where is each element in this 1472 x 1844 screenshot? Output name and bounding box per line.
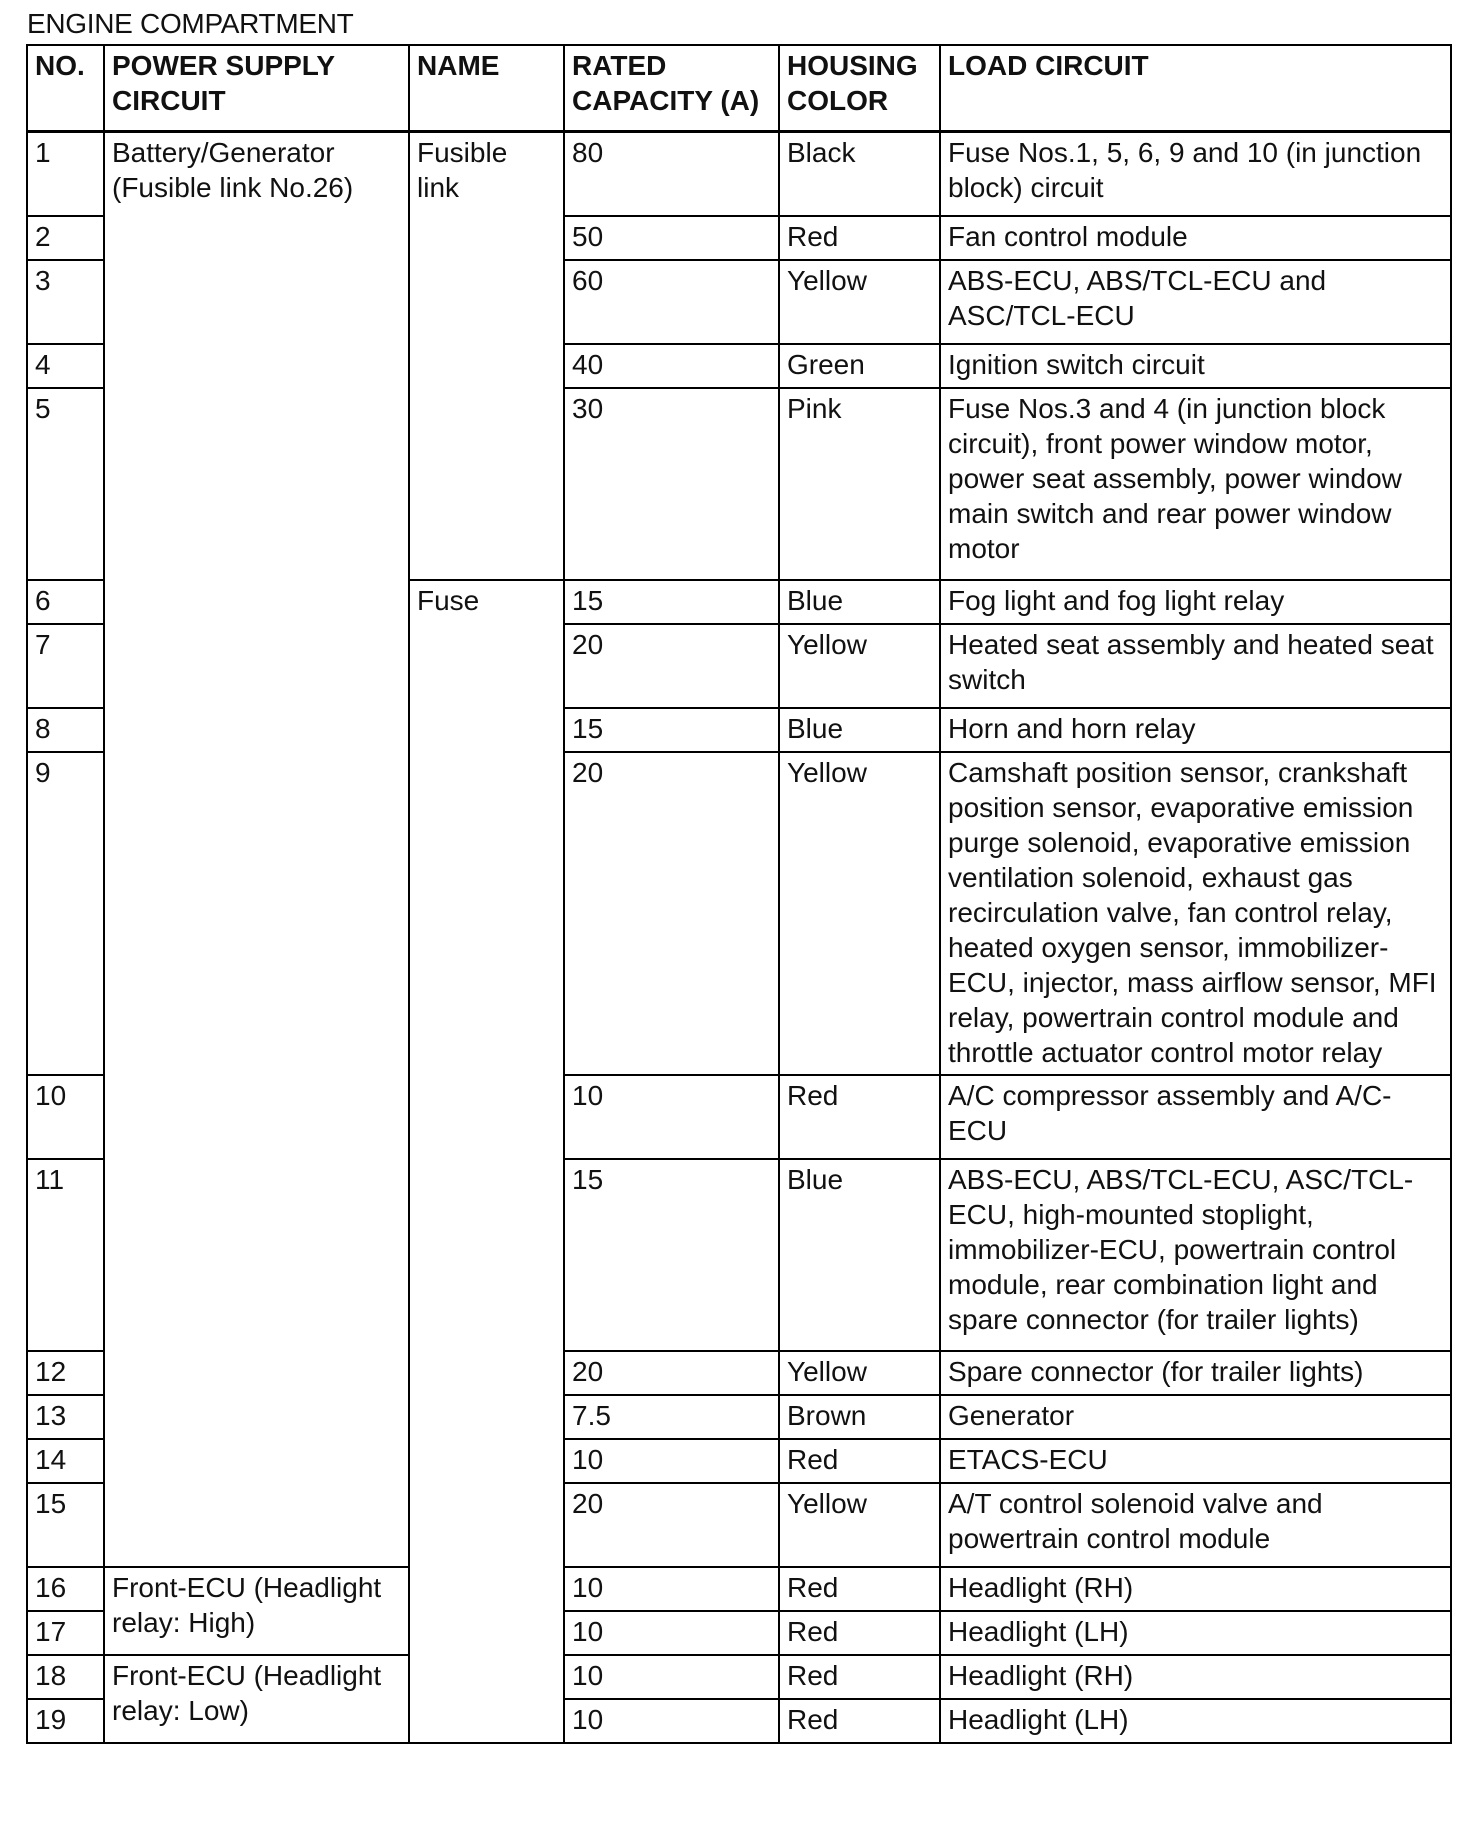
cell-load: Headlight (LH) xyxy=(940,1699,1451,1743)
cell-load: Horn and horn relay xyxy=(940,708,1451,752)
header-name: NAME xyxy=(409,45,564,132)
cell-capacity: 7.5 xyxy=(564,1395,779,1439)
cell-load: ABS-ECU, ABS/TCL-ECU, ASC/TCL-ECU, high-mounted stoplight, immobilizer-ECU, powertrain control module, rear combination light and spare connector (for trailer lights) xyxy=(940,1159,1451,1351)
cell-color: Yellow xyxy=(779,260,940,344)
cell-load: Camshaft position sensor, crankshaft position sensor, evaporative emission purge solenoid, evaporative emission ventilation solenoid, exhaust gas recirculation valve, fan control relay, heated oxygen sensor, immobilizer-ECU, injector, mass airflow sensor, MFI relay, powertrain control module and throttle actuator control motor relay xyxy=(940,752,1451,1075)
cell-no: 8 xyxy=(27,708,104,752)
cell-load: Fog light and fog light relay xyxy=(940,580,1451,624)
cell-color: Black xyxy=(779,132,940,217)
cell-load: Fuse Nos.1, 5, 6, 9 and 10 (in junction block) circuit xyxy=(940,132,1451,217)
cell-load: A/T control solenoid valve and powertrain control module xyxy=(940,1483,1451,1567)
cell-color: Red xyxy=(779,1567,940,1611)
cell-load: Heated seat assembly and heated seat switch xyxy=(940,624,1451,708)
cell-color: Blue xyxy=(779,1159,940,1351)
cell-no: 18 xyxy=(27,1655,104,1699)
cell-color: Green xyxy=(779,344,940,388)
cell-color: Yellow xyxy=(779,1483,940,1567)
cell-color: Blue xyxy=(779,708,940,752)
cell-no: 17 xyxy=(27,1611,104,1655)
cell-capacity: 10 xyxy=(564,1075,779,1159)
cell-no: 6 xyxy=(27,580,104,624)
cell-no: 1 xyxy=(27,132,104,217)
cell-no: 2 xyxy=(27,216,104,260)
cell-name: Fuse xyxy=(409,580,564,1743)
cell-name: Fusible link xyxy=(409,132,564,581)
cell-power-supply: Front-ECU (Headlight relay: Low) xyxy=(104,1655,409,1743)
table-header-row xyxy=(27,45,1451,132)
cell-load: Fuse Nos.3 and 4 (in junction block circuit), front power window motor, power seat assembly, power window main switch and rear power window motor xyxy=(940,388,1451,580)
cell-load: ETACS-ECU xyxy=(940,1439,1451,1483)
cell-load: Generator xyxy=(940,1395,1451,1439)
cell-no: 13 xyxy=(27,1395,104,1439)
cell-no: 11 xyxy=(27,1159,104,1351)
cell-color: Red xyxy=(779,1439,940,1483)
cell-capacity: 10 xyxy=(564,1655,779,1699)
cell-color: Red xyxy=(779,1699,940,1743)
cell-color: Pink xyxy=(779,388,940,580)
cell-capacity: 50 xyxy=(564,216,779,260)
cell-load: Headlight (RH) xyxy=(940,1567,1451,1611)
cell-capacity: 20 xyxy=(564,752,779,1075)
cell-no: 19 xyxy=(27,1699,104,1743)
cell-no: 12 xyxy=(27,1351,104,1395)
cell-color: Red xyxy=(779,1075,940,1159)
cell-capacity: 15 xyxy=(564,708,779,752)
cell-no: 7 xyxy=(27,624,104,708)
cell-load: ABS-ECU, ABS/TCL-ECU and ASC/TCL-ECU xyxy=(940,260,1451,344)
cell-capacity: 10 xyxy=(564,1567,779,1611)
cell-color: Blue xyxy=(779,580,940,624)
cell-color: Red xyxy=(779,1611,940,1655)
cell-color: Brown xyxy=(779,1395,940,1439)
cell-no: 10 xyxy=(27,1075,104,1159)
table-row xyxy=(27,1567,1451,1611)
cell-capacity: 20 xyxy=(564,624,779,708)
cell-power-supply: Front-ECU (Headlight relay: High) xyxy=(104,1567,409,1655)
cell-capacity: 60 xyxy=(564,260,779,344)
header-rated-capacity: RATED CAPACITY (A) xyxy=(564,45,779,132)
cell-no: 4 xyxy=(27,344,104,388)
cell-capacity: 15 xyxy=(564,580,779,624)
cell-color: Yellow xyxy=(779,1351,940,1395)
cell-capacity: 40 xyxy=(564,344,779,388)
header-power-supply: POWER SUPPLY CIRCUIT xyxy=(104,45,409,132)
cell-capacity: 10 xyxy=(564,1439,779,1483)
table-row xyxy=(27,1655,1451,1699)
fuse-table xyxy=(26,44,1452,1744)
cell-capacity: 20 xyxy=(564,1351,779,1395)
cell-color: Red xyxy=(779,216,940,260)
cell-no: 14 xyxy=(27,1439,104,1483)
cell-load: Spare connector (for trailer lights) xyxy=(940,1351,1451,1395)
cell-no: 15 xyxy=(27,1483,104,1567)
table-row xyxy=(27,132,1451,217)
cell-capacity: 15 xyxy=(564,1159,779,1351)
header-load-circuit: LOAD CIRCUIT xyxy=(940,45,1451,132)
cell-no: 3 xyxy=(27,260,104,344)
cell-capacity: 20 xyxy=(564,1483,779,1567)
cell-capacity: 80 xyxy=(564,132,779,217)
cell-capacity: 10 xyxy=(564,1611,779,1655)
cell-load: Headlight (RH) xyxy=(940,1655,1451,1699)
cell-no: 9 xyxy=(27,752,104,1075)
cell-load: Headlight (LH) xyxy=(940,1611,1451,1655)
header-no: NO. xyxy=(27,45,104,132)
cell-power-supply: Battery/Generator (Fusible link No.26) xyxy=(104,132,409,1568)
cell-capacity: 30 xyxy=(564,388,779,580)
cell-load: Ignition switch circuit xyxy=(940,344,1451,388)
cell-color: Yellow xyxy=(779,624,940,708)
cell-no: 16 xyxy=(27,1567,104,1611)
cell-load: A/C compressor assembly and A/C-ECU xyxy=(940,1075,1451,1159)
cell-no: 5 xyxy=(27,388,104,580)
cell-load: Fan control module xyxy=(940,216,1451,260)
cell-color: Red xyxy=(779,1655,940,1699)
cell-color: Yellow xyxy=(779,752,940,1075)
page-title: ENGINE COMPARTMENT xyxy=(27,8,354,39)
cell-capacity: 10 xyxy=(564,1699,779,1743)
header-housing-color: HOUSING COLOR xyxy=(779,45,940,132)
